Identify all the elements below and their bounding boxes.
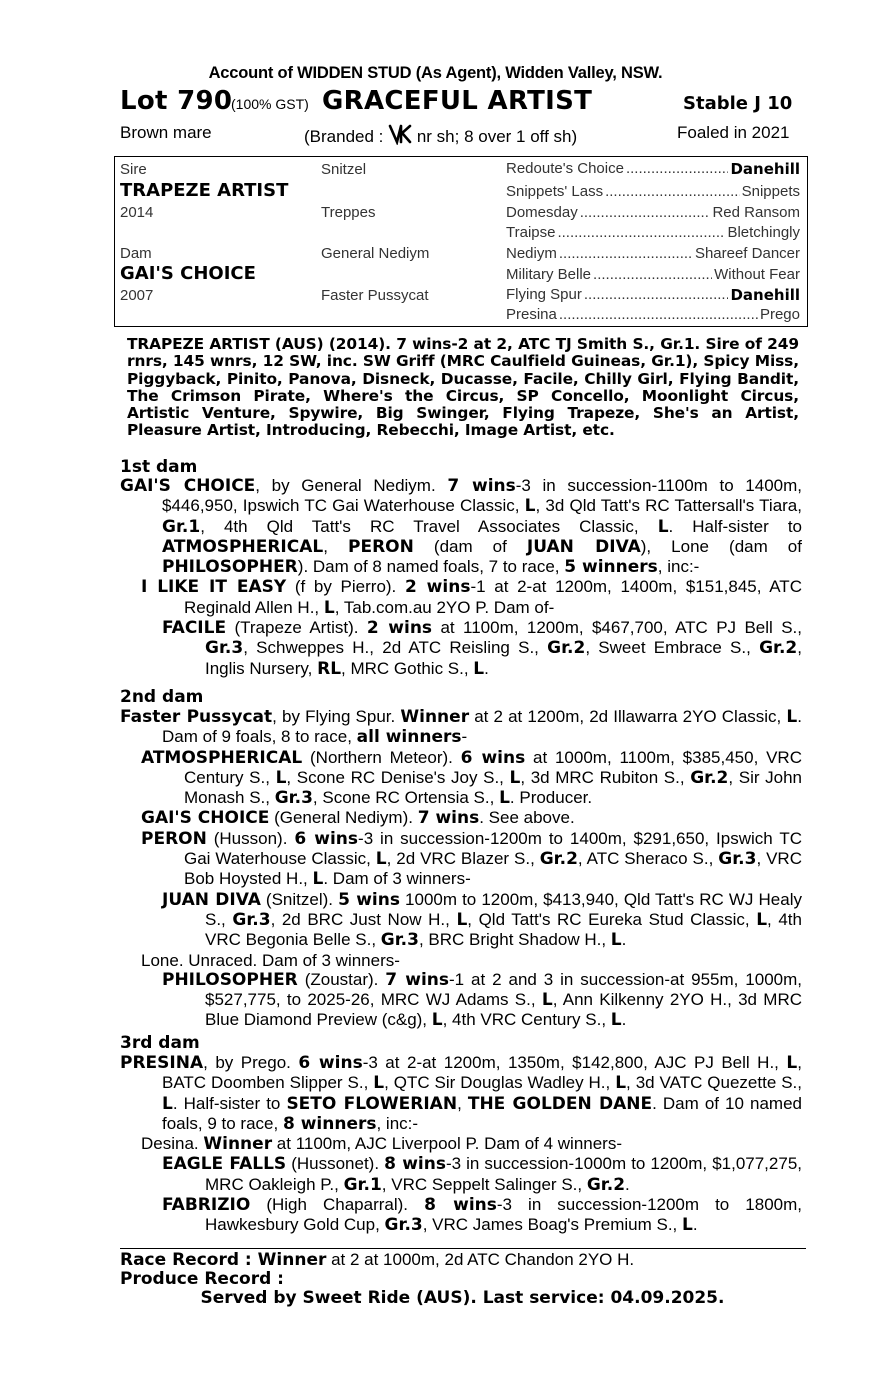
entry-text: , 3d Qld Tatt's RC Tattersall's Tiara, [535,496,802,516]
entry-text: . [621,1010,627,1030]
foaled-year: Foaled in 2021 [677,123,790,142]
entry-text: at 2 at 1200m, 2d Illawarra 2YO Classic, [469,707,787,726]
entry-bold-text: L [657,516,669,537]
entry-text: - [461,727,468,747]
pedigree-line: Redoute's Choice ..... Danehill [506,160,800,178]
entry-bold-text: PRESINA [120,1053,204,1073]
entry-text: , Sir John Monash S., [184,767,802,808]
entry-text: -3 in succession-1000m to 1200m, $1,077,275, MRC Oakleigh P., [205,1154,802,1194]
entry-text: , 3d VATC Quezette S., [626,1073,802,1093]
lot-number: Lot 790 [120,86,233,116]
pedigree-line: Presina ..... Prego [506,306,800,323]
dam-name: GAI'S CHOICE [120,263,256,284]
dam-entry [141,808,802,828]
sire-summary: TRAPEZE ARTIST (AUS) (2014). 7 wins-2 at 2, ATC TJ Smith S., Gr.1. Sire of 249 rnrs, 145 wnrs, 12 SW, inc. SW Griff (MRC Caulfield Guineas, Gr.1), Spicy Miss, Piggyback, Pinito, Panova, Disneck, Ducasse, Facile, Chilly Girl, Flying Bandit, The Crimson Pirate, Where's the Circus, SP Concello, Moonlight Circus, Artistic Venture, Spywire, Big Swinger, Flying Trapeze, She's an Artist, Pleasure Artist, Introducing, Rebecchi, Image Artist, etc. [127,335,799,440]
entry-text: (Hussonet). [286,1154,385,1174]
entry-text: , 2d VRC Blazer S., [386,849,540,869]
race-record: Race Record : Winner at 2 at 1000m, 2d ATC Chandon 2YO H. [120,1250,635,1270]
entry-text: , 2d BRC Just Now H., [270,909,457,929]
brand-mark-icon [388,123,412,145]
dam-entry [162,1195,802,1236]
entry-text: , BRC Bright Shadow H., [418,930,611,950]
entry-bold-text: Gr.3 [718,849,757,870]
dam-label: Dam [120,245,152,262]
entry-bold-text: PERON [348,536,414,557]
entry-text: , Tab.com.au 2YO P. Dam of- [334,597,555,617]
dam-entry [162,618,802,679]
entry-text: (High Chaparral). [250,1195,425,1215]
entry-text: , [323,536,349,556]
entry-text: . [484,658,489,678]
entry-text: (Husson). [206,828,295,848]
entry-text: , Sweet Embrace S., [585,638,760,658]
pedigree-line: Nediym ..... Shareef Dancer [506,245,800,262]
entry-text: , VRC Bob Hoysted H., [184,849,802,889]
entry-bold-text: Gr.2 [547,638,586,659]
sire-dam: Treppes [321,204,376,221]
entry-bold-text: Gr.3 [232,909,271,930]
dam-entry [120,476,802,577]
horse-name: GRACEFUL ARTIST [322,86,593,116]
pedigree-table [114,156,808,327]
entry-bold-text: Gr.3 [274,788,313,809]
dam-entry [141,748,802,809]
entry-bold-text: L [786,707,798,727]
sire-sire: Snitzel [321,161,367,178]
dam-entry [162,890,802,951]
entry-text: . Producer. [509,788,593,808]
entry-bold-text: JUAN DIVA [526,536,641,557]
entry-text: . Dam of 9 foals, 8 to race, [162,707,802,747]
entry-bold-text: L [541,990,553,1011]
footer-divider [120,1248,806,1249]
entry-bold-text: L [473,658,485,679]
entry-bold-text: 8 winners [282,1113,377,1134]
entry-bold-text: all winners [356,727,462,748]
dam-entry [120,707,802,748]
entry-text: , Scone RC Ortensia S., [312,788,500,808]
entry-text: at 1100m, AJC Liverpool P. Dam of 4 winners- [272,1134,623,1154]
brand-info [304,123,577,147]
entry-text: , 4th VRC Begonia Belle S., [205,909,802,950]
sire-name: TRAPEZE ARTIST [120,180,289,201]
entry-text: , by Prego. [203,1053,299,1072]
second-dam-section [0,707,871,1031]
entry-bold-text: L [375,849,387,870]
entry-bold-text: L [312,869,324,890]
entry-bold-text: 2 wins [366,618,433,639]
pedigree-line: Domesday ..... Red Ransom [506,204,800,221]
entry-text: (Trapeze Artist). [226,618,367,638]
entry-text: , Ann Kilkenny 2YO H., 3d MRC Blue Diamond Preview (c&g), [205,990,802,1030]
entry-text: Lone. Unraced. Dam of 3 winners- [141,950,400,970]
entry-bold-text: L [162,1093,173,1114]
entry-bold-text: Gr.1 [343,1174,382,1195]
produce-record-label: Produce Record : [120,1269,284,1289]
entry-bold-text: L [615,1073,627,1094]
entry-text: . See above. [479,808,575,828]
entry-bold-text: ATMOSPHERICAL [162,536,324,557]
entry-bold-text: Gr.2 [759,638,798,659]
dam-entry [162,970,802,1031]
brand-suffix: nr sh; 8 over 1 off sh) [412,127,578,146]
brand-prefix: (Branded : [304,127,389,146]
sire-year: 2014 [120,204,154,221]
entry-text: (Zoustar). [297,969,386,989]
dam-year: 2007 [120,287,154,304]
entry-text: , QTC Sir Douglas Wadley H., [384,1073,616,1093]
entry-text: , Qld Tatt's RC Eureka Stud Classic, [467,909,757,929]
entry-bold-text: L [499,788,510,809]
dam-entry [141,951,802,970]
entry-bold-text: 6 wins [294,828,359,849]
entry-bold-text: 5 wins [338,889,400,910]
entry-bold-text: L [786,1053,798,1073]
entry-bold-text: 5 winners [564,557,658,578]
entry-bold-text: 8 wins [384,1154,446,1175]
dam-entry [162,1154,802,1195]
entry-text: ). Dam of 8 named foals, 7 to race, [297,557,565,577]
entry-text: , inc:- [657,557,700,577]
entry-text: . [621,930,627,950]
third-dam-heading: 3rd dam [120,1033,200,1053]
entry-bold-text: 2 wins [404,577,471,598]
entry-bold-text: 7 wins [385,969,449,990]
entry-text: , Schweppes H., 2d ATC Reisling S., [243,638,548,658]
entry-text: . Dam of 3 winners- [323,869,471,889]
horse-description: Brown mare [120,123,212,142]
dam-entry [141,577,802,618]
entry-bold-text: L [456,909,468,930]
entry-bold-text: L [323,597,335,618]
entry-text: , 4th VRC Century S., [442,1010,611,1030]
gst-note: (100% GST) [231,96,309,112]
entry-bold-text: L [610,930,622,951]
entry-text: -1 at 2-at 1200m, 1400m, $151,845, ATC Reginald Allen H., [184,577,802,617]
entry-text: , BATC Doomben Slipper S., [162,1053,802,1093]
entry-bold-text: PHILOSOPHER [162,969,298,990]
entry-text: -3 in succession-1200m to 1400m, $291,650, Ipswich TC Gai Waterhouse Classic, [184,828,802,869]
entry-bold-text: SETO FLOWERIAN [286,1093,458,1114]
entry-text: . Half-sister to [668,516,802,536]
entry-bold-text: Gr.3 [380,930,419,951]
entry-bold-text: THE GOLDEN DANE [467,1093,653,1114]
entry-bold-text: PERON [141,828,207,849]
entry-bold-text: ATMOSPHERICAL [141,747,303,768]
entry-bold-text: PHILOSOPHER [162,557,298,578]
entry-bold-text: L [610,1010,622,1031]
entry-text: , ATC Sheraco S., [577,849,719,869]
dam-entry [120,1053,802,1134]
entry-text: Desina. [141,1134,204,1154]
first-dam-heading: 1st dam [120,457,198,477]
entry-bold-text: L [524,496,536,517]
entry-bold-text: FACILE [162,618,227,639]
entry-text: (Snitzel). [260,889,339,909]
entry-text: , Scone RC Denise's Joy S., [286,767,510,787]
entry-bold-text: I LIKE IT EASY [141,577,287,598]
entry-text: (General Nediym). [269,808,418,828]
entry-bold-text: 7 wins [417,808,480,829]
entry-bold-text: GAI'S CHOICE [141,808,270,829]
entry-text: at 1100m, 1200m, $467,700, ATC PJ Bell S., [432,618,802,638]
first-dam-section [0,476,871,679]
entry-bold-text: Gr.3 [384,1215,423,1236]
entry-bold-text: 6 wins [298,1053,363,1073]
entry-text: -3 in succession-1200m to 1800m, Hawkesbury Gold Cup, [205,1195,802,1235]
entry-text: . Half-sister to [172,1093,287,1113]
entry-bold-text: Gr.2 [586,1174,626,1195]
pedigree-line: Flying Spur ..... Danehill [506,286,800,304]
entry-bold-text: Winner [400,707,470,727]
entry-text: . [692,1215,698,1235]
entry-text: . Dam of 10 named foals, 9 to race, [162,1093,803,1133]
dam-entry [141,1134,802,1154]
entry-bold-text: L [682,1215,693,1236]
entry-text: -1 at 2 and 3 in succession-at 955m, 1000m, $527,775, to 2025-26, MRC WJ Adams S., [205,969,803,1010]
entry-text: (f by Pierro). [286,577,405,597]
pedigree-line: Traipse ..... Bletchingly [506,224,800,241]
entry-bold-text: EAGLE FALLS [162,1154,287,1175]
entry-text: at 1000m, 1100m, $385,450, VRC Century S., [184,747,802,787]
entry-text: , VRC James Boag's Premium S., [422,1215,683,1235]
entry-bold-text: Faster Pussycat [120,707,273,727]
entry-bold-text: 6 wins [460,747,526,768]
entry-bold-text: Gr.3 [205,638,244,659]
pedigree-line: Snippets' Lass ..... Snippets [506,183,800,200]
entry-text: , inc:- [376,1113,419,1133]
entry-bold-text: 8 wins [424,1195,497,1216]
entry-text: . [625,1174,630,1194]
entry-text: -3 in succession-1100m to 1400m, $446,950, Ipswich TC Gai Waterhouse Classic, [162,476,802,516]
entry-bold-text: FABRIZIO [162,1195,251,1216]
entry-text: , 3d MRC Rubiton S., [520,767,691,787]
entry-text: -3 at 2-at 1200m, 1350m, $142,800, AJC PJ Bell H., [362,1053,787,1072]
entry-bold-text: Gr.1 [162,516,201,537]
second-dam-heading: 2nd dam [120,687,204,707]
third-dam-section [0,1053,871,1236]
entry-text: , [457,1093,468,1113]
entry-text: , 4th Qld Tatt's RC Travel Associates Classic, [200,516,658,536]
entry-text: (Northern Meteor). [302,747,461,767]
entry-text: ), Lone (dam of [640,536,802,556]
entry-bold-text: Gr.2 [539,849,578,870]
entry-text: , VRC Seppelt Salinger S., [381,1174,587,1194]
dam-entry [141,829,802,890]
entry-bold-text: RL [317,658,342,679]
entry-text: , by Flying Spur. [272,707,401,726]
entry-bold-text: JUAN DIVA [162,889,261,910]
entry-bold-text: L [275,767,287,788]
entry-bold-text: 7 wins [447,476,516,496]
entry-text: , Inglis Nursery, [205,638,802,678]
entry-bold-text: L [756,909,768,930]
entry-text: 1000m to 1200m, $413,940, Qld Tatt's RC WJ Healy S., [205,889,802,929]
dam-sire: General Nediym [321,245,430,262]
entry-text: , MRC Gothic S., [341,658,474,678]
entry-bold-text: L [509,767,521,788]
dam-dam: Faster Pussycat [321,287,429,304]
entry-text: (dam of [413,536,527,556]
account-line: Account of WIDDEN STUD (As Agent), Widden Valley, NSW. [208,64,663,82]
entry-bold-text: L [431,1010,443,1031]
entry-bold-text: Gr.2 [690,767,729,788]
service-note: Served by Sweet Ride (AUS). Last service: 04.09.2025. [200,1288,725,1308]
stable-location: Stable J 10 [683,93,793,114]
pedigree-line: Military Belle ..... Without Fear [506,266,800,283]
entry-bold-text: GAI'S CHOICE [120,476,256,496]
entry-bold-text: L [373,1073,385,1094]
entry-bold-text: Winner [203,1134,273,1155]
sire-label: Sire [120,161,147,178]
entry-text: , by General Nediym. [255,476,448,495]
